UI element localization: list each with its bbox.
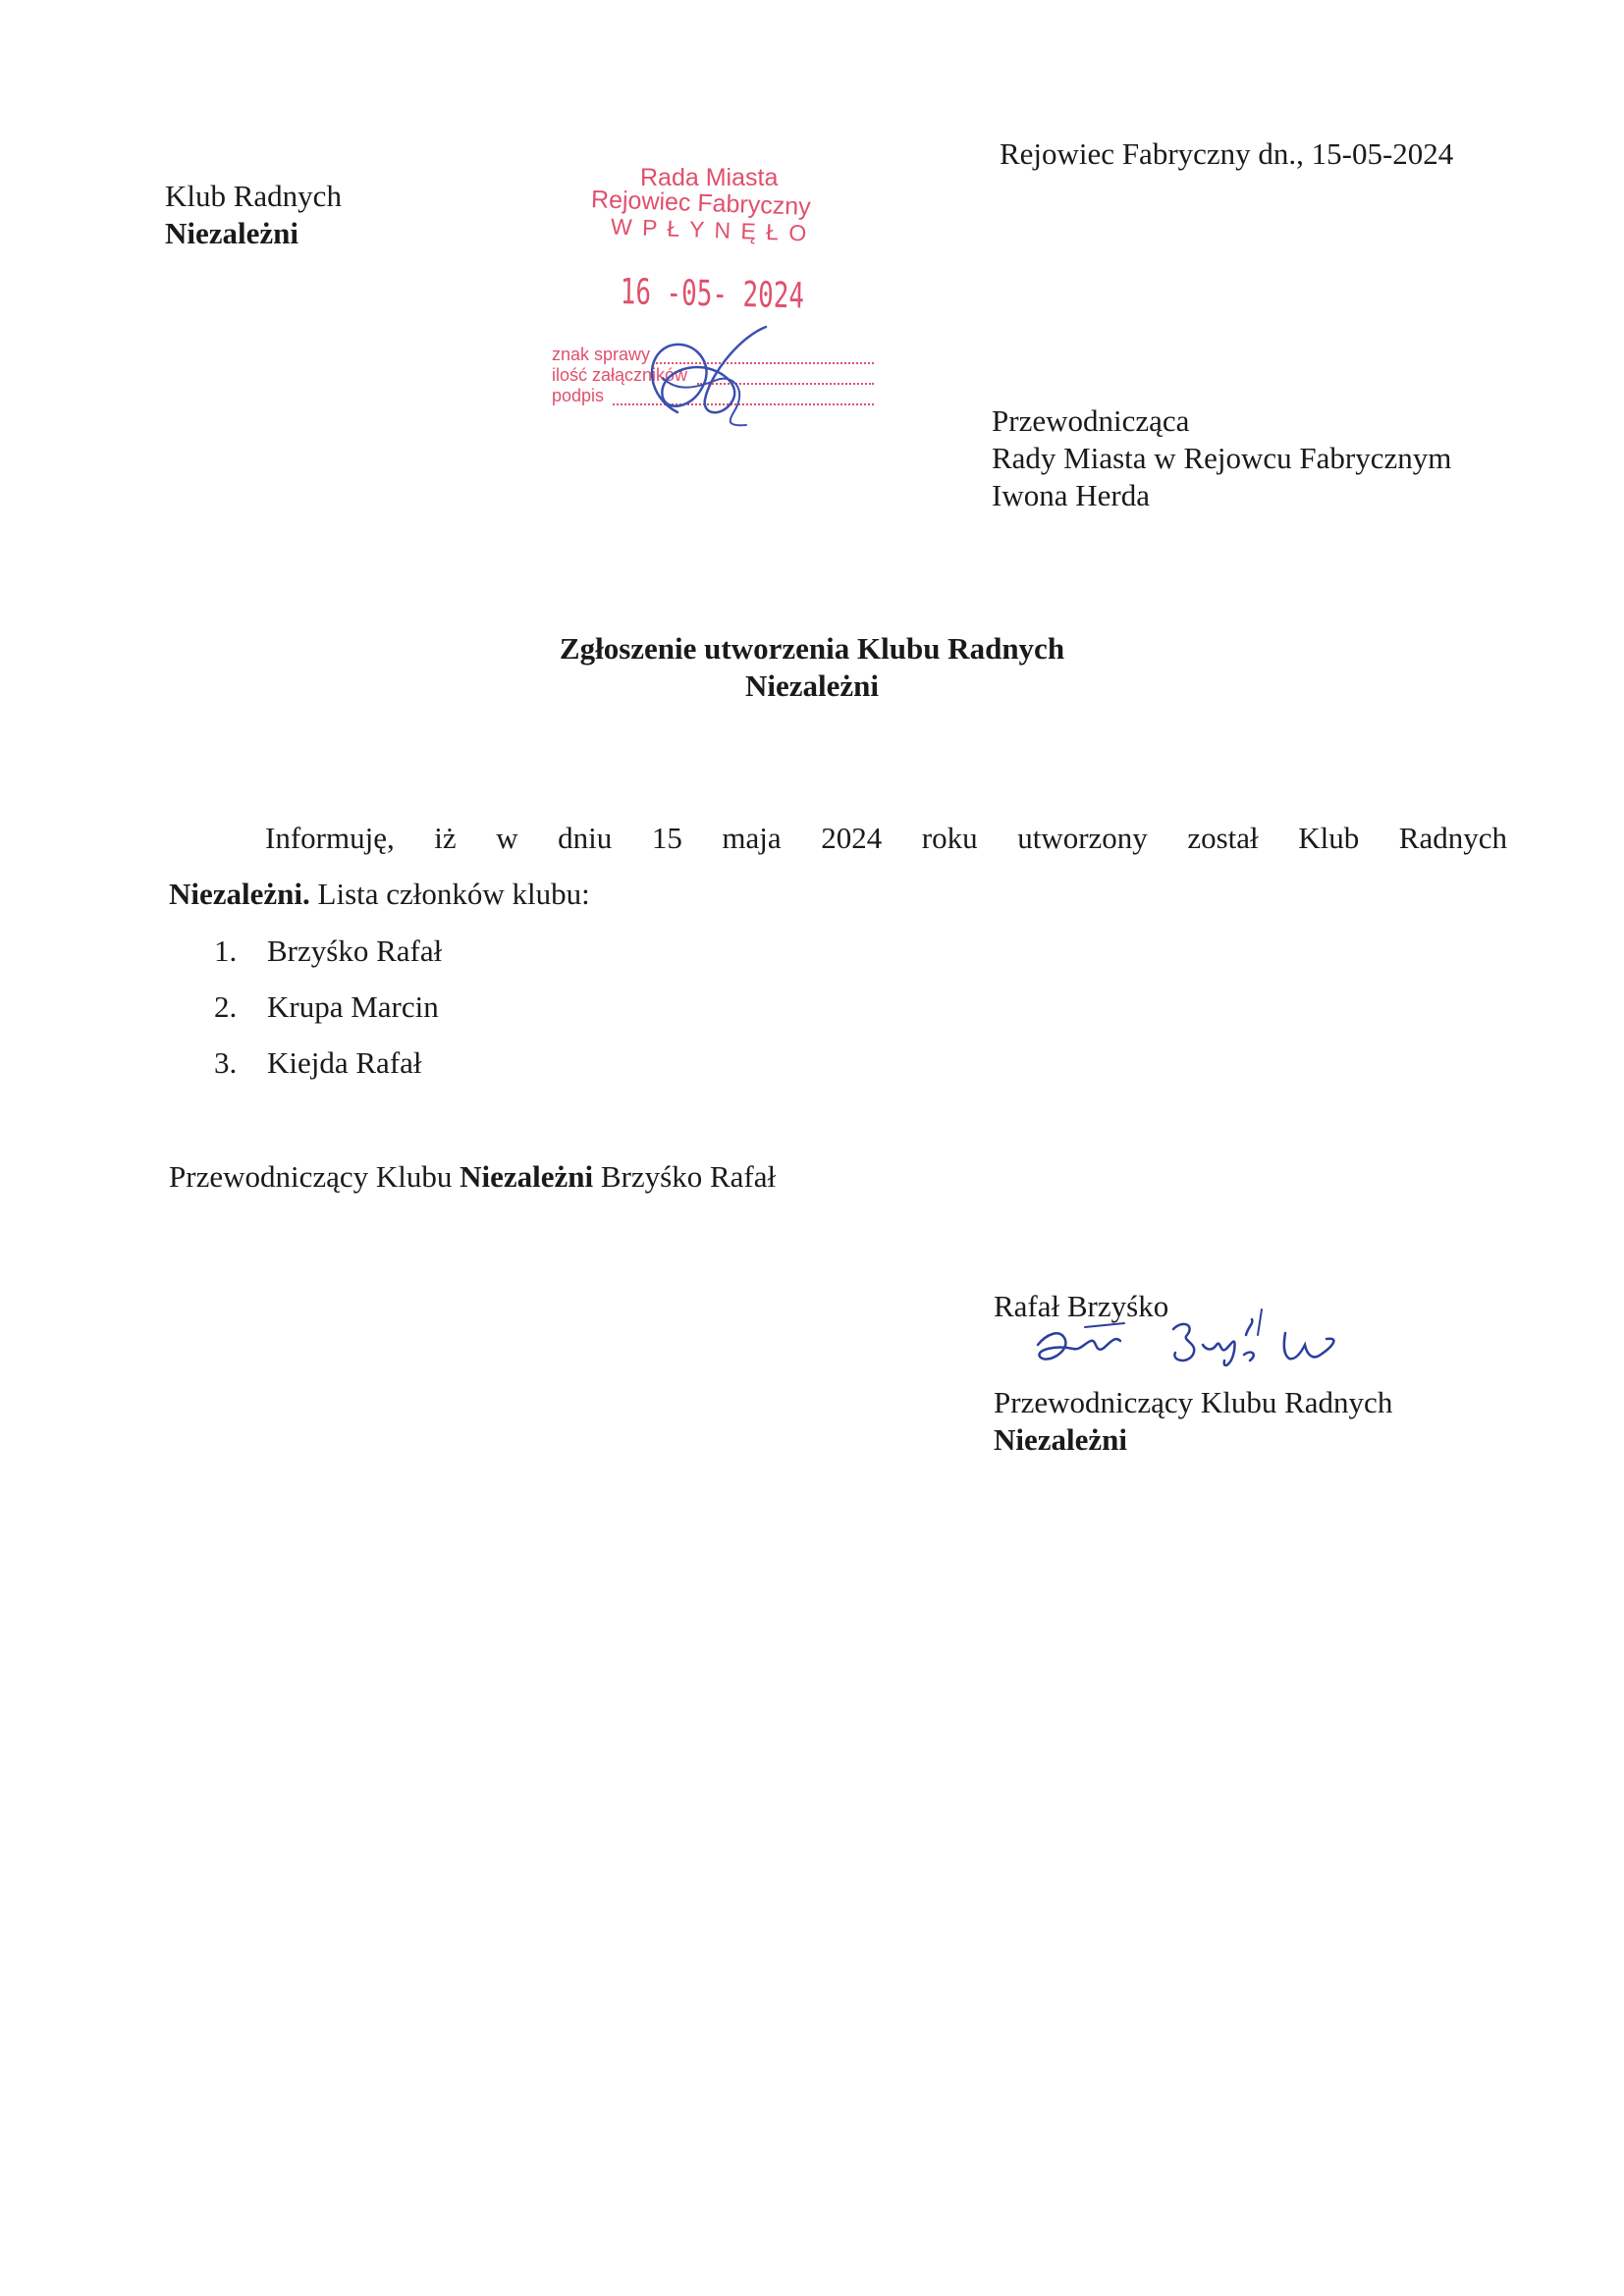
body-intro-continuation: [169, 876, 590, 913]
body-members-intro: Lista członków klubu:: [317, 877, 590, 911]
chair-name: Brzyśko Rafał: [600, 1159, 777, 1194]
stamp-field-case: znak sprawy: [552, 345, 651, 364]
sender-name: Klub Radnych: [165, 179, 342, 213]
list-item-number: 2.: [214, 989, 238, 1024]
signatory-name: Rafał Brzyśko: [994, 1289, 1169, 1323]
recipient-title: Przewodnicząca: [992, 403, 1190, 438]
document-title-club: Niezależni: [744, 668, 879, 703]
sender-club: Niezależni: [165, 216, 299, 250]
stamp-field-signature: podpis: [552, 386, 605, 405]
recipient-body: Rady Miasta w Rejowcu Fabrycznym: [992, 441, 1452, 475]
body-intro-line: Informuję, iż w dniu 15 maja 2024 roku utworzony został Klub Radnych: [265, 821, 1507, 855]
stamp-line-1: Rada Miasta: [640, 164, 779, 191]
list-item: [214, 1044, 422, 1082]
stamp-initials-signature: [609, 319, 805, 437]
document-title: Zgłoszenie utworzenia Klubu Radnych: [559, 631, 1065, 666]
handwritten-signature: [1026, 1306, 1380, 1384]
list-item-name: Kiejda Rafał: [267, 1045, 422, 1080]
signatory-role: Przewodniczący Klubu Radnych: [994, 1385, 1393, 1419]
place-date: Rejowiec Fabryczny dn., 15-05-2024: [1000, 136, 1454, 171]
stamp-field-attachments: ilość załączników: [552, 365, 688, 385]
list-item: [214, 933, 442, 970]
stamp-line-2: Rejowiec Fabryczny: [590, 186, 812, 221]
list-item-number: 3.: [214, 1045, 238, 1080]
incoming-stamp: [530, 152, 903, 447]
chair-prefix: Przewodniczący Klubu: [169, 1159, 453, 1194]
list-item-number: 1.: [214, 934, 238, 968]
signatory-club: Niezależni: [994, 1422, 1128, 1457]
chair-statement: [169, 1158, 776, 1196]
stamp-line-3: W P Ł Y N Ę Ł O: [610, 213, 809, 246]
list-item: [214, 988, 439, 1026]
recipient-name: Iwona Herda: [992, 478, 1150, 512]
list-item-name: Krupa Marcin: [267, 989, 439, 1024]
list-item-name: Brzyśko Rafał: [267, 934, 443, 968]
chair-club: Niezależni: [460, 1159, 594, 1194]
body-club-name: Niezależni.: [169, 877, 310, 911]
stamp-date: 16 -05- 2024: [620, 272, 805, 317]
